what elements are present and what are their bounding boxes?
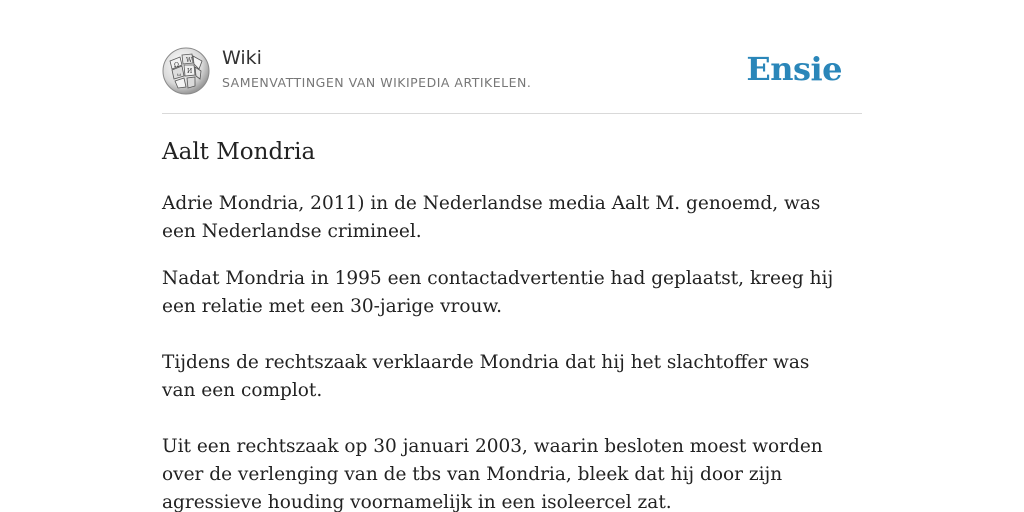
svg-text:Ω: Ω bbox=[174, 62, 179, 69]
article-paragraph: Nadat Mondria in 1995 een contactadvertentie had geplaatst, kreeg hij een relatie met een 30-jarige vrouw. bbox=[162, 268, 834, 317]
svg-text:ω: ω bbox=[177, 72, 182, 78]
ensie-brand-link[interactable]: Ensie bbox=[746, 50, 842, 88]
wikipedia-globe-icon[interactable] bbox=[162, 47, 210, 95]
page-title: Aalt Mondria bbox=[162, 139, 316, 165]
article-paragraph: Uit een rechtszaak op 30 januari 2003, waarin besloten moest worden over de verlenging van de tbs van Mondria, bleek dat hij door zijn agressieve houding voornamelijk in een isoleercel zat. bbox=[162, 436, 823, 512]
site-header bbox=[162, 0, 862, 114]
site-subtitle: SAMENVATTINGEN VAN WIKIPEDIA ARTIKELEN. bbox=[222, 75, 532, 90]
svg-text:W: W bbox=[186, 57, 193, 64]
svg-text:И: И bbox=[187, 68, 193, 75]
article-paragraph: Adrie Mondria, 2011) in de Nederlandse media Aalt M. genoemd, was een Nederlandse crimineel. bbox=[162, 193, 821, 242]
article-paragraph: Tijdens de rechtszaak verklaarde Mondria dat hij het slachtoffer was van een complot. bbox=[162, 352, 810, 401]
site-title[interactable]: Wiki bbox=[222, 47, 262, 69]
page bbox=[162, 0, 862, 512]
